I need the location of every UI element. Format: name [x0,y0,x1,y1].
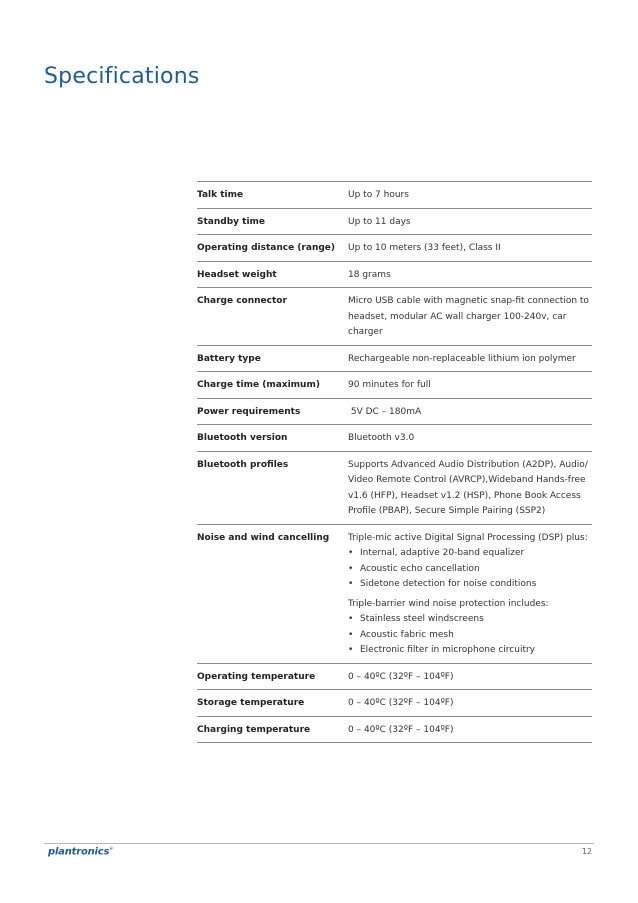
spec-row [197,399,592,426]
spec-label: Charge time (maximum) [197,380,320,390]
specifications-table [197,181,592,743]
spec-value: Up to 7 hours [348,190,409,200]
spec-label: Operating temperature [197,671,316,682]
page-number: 12 [581,847,592,856]
spec-value: Bluetooth v3.0 [348,433,415,443]
footer-divider [44,843,594,844]
spec-row [197,182,592,209]
spec-value: 0 – 40ºC (32ºF – 104ºF) [348,724,454,735]
spec-value: Micro USB cable with magnetic snap-fit connection to headset, modular AC wall charger 100-240v, car charger [348,296,589,337]
spec-row [197,425,592,452]
spec-row [197,452,592,525]
spec-label: Standby time [197,216,266,227]
spec-value: 0 – 40ºC (32ºF – 104ºF) [348,698,454,708]
spec-group [348,531,592,593]
spec-label: Operating distance (range) [197,243,336,253]
spec-row [197,372,592,399]
plantronics-logo [48,846,113,857]
spec-bullet: • Acoustic echo cancellation [348,562,592,578]
spec-row [197,262,592,289]
spec-group-intro: Triple-barrier wind noise protection includes: [348,598,549,609]
spec-row [197,690,592,717]
spec-value: Up to 11 days [348,216,411,227]
spec-label: Power requirements [197,406,301,417]
spec-value: 5V DC – 180mA [348,406,422,417]
spec-bullet: • Stainless steel windscreens [348,612,592,628]
spec-label: Bluetooth version [197,433,288,443]
spec-bullet: • Acoustic fabric mesh [348,628,592,644]
spec-label: Battery type [197,353,261,364]
spec-bullet-list [348,612,592,659]
spec-value: Up to 10 meters (33 feet), Class II [348,243,501,253]
spec-bullet: • Electronic filter in microphone circuitry [348,643,592,659]
spec-row [197,717,592,744]
logo-registered-mark: ® [109,846,114,851]
spec-value: Supports Advanced Audio Distribution (A2DP), Audio/ Video Remote Control (AVRCP),Wideband Hands-free v1.6 (HFP), Headset v1.2 (HSP), Phone Book Access Profile (PBAP), Secure Simple Pairing (SSP2) [348,459,588,516]
page-title: Specifications [44,64,200,89]
spec-row [197,525,592,664]
spec-label: Charging temperature [197,724,311,735]
logo-text: plantronics [48,846,110,858]
spec-row [197,288,592,346]
spec-row [197,664,592,691]
spec-bullet-list [348,546,592,593]
spec-value: 0 – 40ºC (32ºF – 104ºF) [348,671,454,682]
spec-value: 18 grams [348,269,391,280]
spec-label: Noise and wind cancelling [197,532,330,543]
spec-group-intro: Triple-mic active Digital Signal Processing (DSP) plus: [348,532,588,543]
spec-row [197,346,592,373]
spec-row [197,209,592,236]
spec-label: Headset weight [197,269,277,280]
spec-group [348,597,592,659]
spec-value: 90 minutes for full [348,380,431,390]
spec-bullet: • Sidetone detection for noise conditions [348,577,592,593]
spec-label: Storage temperature [197,698,305,708]
spec-row [197,235,592,262]
spec-value [348,531,592,659]
spec-bullet: • Internal, adaptive 20-band equalizer [348,546,592,562]
spec-label: Charge connector [197,296,287,306]
spec-label: Bluetooth profiles [197,459,289,470]
spec-label: Talk time [197,190,244,200]
spec-value: Rechargeable non-replaceable lithium ion polymer [348,353,576,364]
